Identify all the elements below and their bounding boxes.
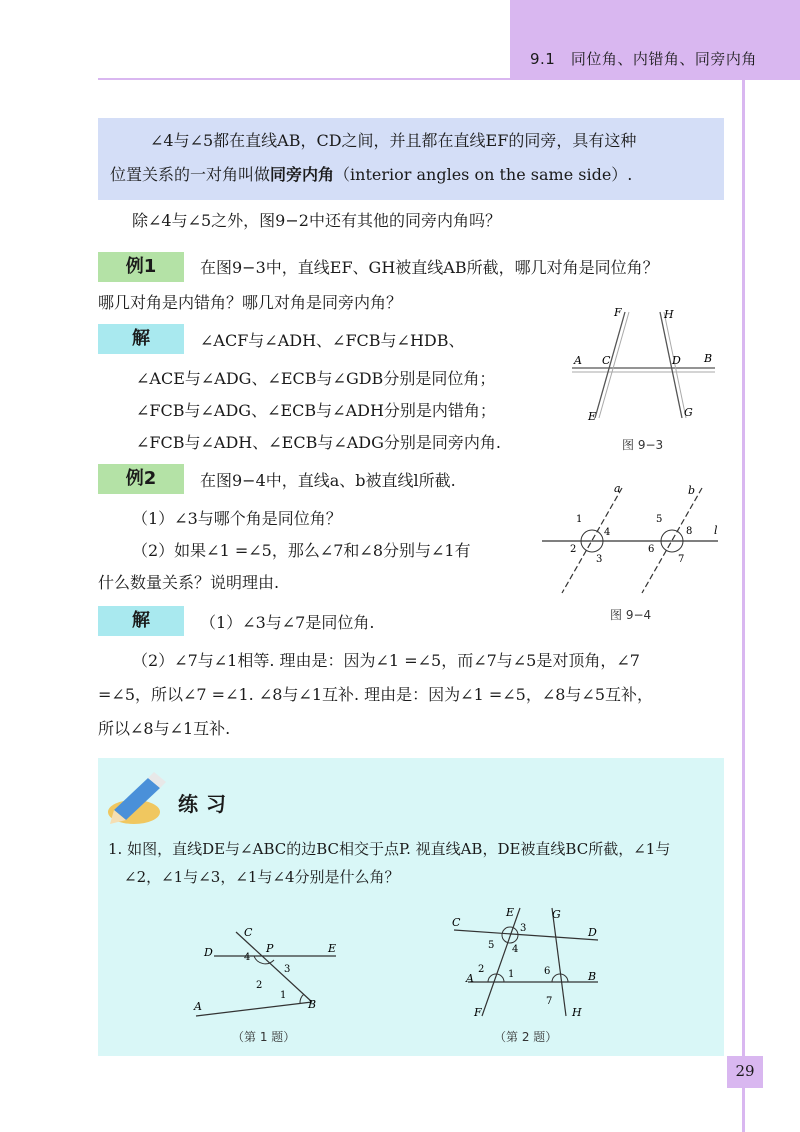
example2-tag: 例2	[98, 464, 184, 494]
solution1-line-4: ∠FCB与∠ADH、∠ECB与∠ADG分别是同旁内角.	[136, 433, 501, 452]
angle-4-label: 4	[244, 952, 251, 963]
solution1-tag: 解	[98, 324, 184, 354]
angle-5-label: 5	[488, 940, 495, 951]
definition-line-2-pre: 位置关系的一对角叫做	[110, 165, 271, 184]
solution1-line-2: ∠ACE与∠ADG、∠ECB与∠GDB分别是同位角；	[136, 369, 496, 388]
definition-line-2-post: （interior angles on the same side）.	[334, 165, 633, 184]
question-text: 除∠4与∠5之外，图9−2中还有其他的同旁内角吗？	[132, 211, 501, 230]
label-c: C	[244, 926, 253, 939]
angle-2-label: 2	[570, 544, 577, 555]
label-c: C	[452, 916, 461, 929]
practice-item1-line-1: 1. 如图，直线DE与∠ABC的边BC相交于点P. 视直线AB，DE被直线BC所截，∠1与	[108, 840, 671, 858]
definition-line-2	[110, 164, 632, 186]
solution2-tag: 解	[98, 606, 184, 636]
angle-3-label: 3	[596, 554, 603, 565]
label-d: D	[672, 354, 681, 367]
header-divider	[98, 78, 800, 80]
angle-3-label: 3	[520, 923, 527, 934]
angle-2-label: 2	[478, 964, 485, 975]
figure-9-3	[560, 300, 730, 435]
label-p: P	[266, 942, 274, 955]
angle-6-label: 6	[544, 966, 551, 977]
label-f: F	[474, 1006, 482, 1019]
example2-question-1: （1）∠3与哪个角是同位角？	[132, 509, 342, 528]
angle-7-label: 7	[546, 996, 553, 1007]
angle-3-label: 3	[284, 964, 291, 975]
label-l-line: l	[714, 524, 718, 537]
practice-figure-2-caption: （第 2 题）	[494, 1030, 558, 1044]
figure-9-3-caption: 图 9−3	[622, 438, 664, 452]
example1-line-2: 哪几对角是内错角？哪几对角是同旁内角？	[98, 293, 403, 312]
solution2-line-1: （1）∠3与∠7是同位角.	[200, 613, 375, 632]
angle-4-label: 4	[512, 944, 519, 955]
angle-1-label: 1	[576, 514, 583, 525]
label-g: G	[684, 406, 693, 419]
solution2-line-2: （2）∠7与∠1相等. 理由是：因为∠1 =∠5，而∠7与∠5是对顶角，∠7	[132, 651, 640, 670]
practice-item1-line-2: ∠2，∠1与∠3，∠1与∠4分别是什么角？	[124, 868, 400, 886]
practice-figure-2	[448, 902, 608, 1022]
angle-7-label: 7	[678, 554, 685, 565]
definition-line-1: ∠4与∠5都在直线AB，CD之间，并且都在直线EF的同旁，具有这种	[150, 131, 637, 150]
line-gh	[552, 908, 566, 1016]
angle-4-label: 4	[604, 527, 611, 538]
label-e: E	[328, 942, 337, 955]
practice-figure-1	[188, 920, 348, 1025]
page-number: 29	[735, 1062, 755, 1080]
angle-6-label: 6	[648, 544, 655, 555]
practice-title: 练习	[178, 792, 234, 816]
example1-tag: 例1	[98, 252, 184, 282]
angle-8-label: 8	[686, 526, 693, 537]
solution2-line-3: =∠5，所以∠7 =∠1. ∠8与∠1互补. 理由是：因为∠1 =∠5，∠8与∠5互补，	[98, 685, 654, 704]
definition-term: 同旁内角	[270, 165, 335, 184]
label-b: B	[704, 352, 713, 365]
line-ef	[482, 908, 520, 1016]
label-a: A	[574, 354, 582, 367]
section-title: 9.1 同位角、内错角、同旁内角	[530, 50, 757, 68]
label-d: D	[588, 926, 597, 939]
figure-9-4	[540, 478, 725, 603]
label-e: E	[506, 906, 515, 919]
label-d: D	[204, 946, 213, 959]
label-b: B	[308, 998, 317, 1011]
label-h: H	[572, 1006, 582, 1019]
example2-question-2a: （2）如果∠1 =∠5，那么∠7和∠8分别与∠1有	[132, 541, 471, 560]
angle-2-label: 2	[256, 980, 263, 991]
example2-question-2b: 什么数量关系？说明理由.	[98, 573, 280, 592]
example1-line-1: 在图9−3中，直线EF、GH被直线AB所截，哪几对角是同位角？	[200, 258, 659, 277]
solution1-line-1: ∠ACF与∠ADH、∠FCB与∠HDB、	[200, 331, 465, 350]
solution1-line-3: ∠FCB与∠ADG、∠ECB与∠ADH分别是内错角；	[136, 401, 496, 420]
margin-line	[742, 78, 745, 1132]
solution2-line-4: 所以∠8与∠1互补.	[98, 719, 231, 738]
label-a-line: a	[614, 482, 621, 495]
label-g: G	[552, 908, 561, 921]
pencil-icon	[104, 770, 170, 828]
practice-figure-1-caption: （第 1 题）	[232, 1030, 296, 1044]
line-ab-ray	[196, 1002, 312, 1016]
label-b-line: b	[688, 484, 696, 497]
example2-line-1: 在图9−4中，直线a、b被直线l所截.	[200, 471, 456, 490]
label-a: A	[194, 1000, 202, 1013]
angle-5-label: 5	[656, 514, 663, 525]
label-c: C	[602, 354, 611, 367]
figure-9-4-caption: 图 9−4	[610, 608, 652, 622]
label-a: A	[466, 972, 474, 985]
label-f: F	[614, 306, 622, 319]
label-b: B	[588, 970, 597, 983]
angle-1-label: 1	[280, 990, 287, 1001]
angle-1-label: 1	[508, 969, 515, 980]
line-cb	[236, 932, 312, 1002]
label-e: E	[588, 410, 597, 423]
label-h: H	[664, 308, 674, 321]
